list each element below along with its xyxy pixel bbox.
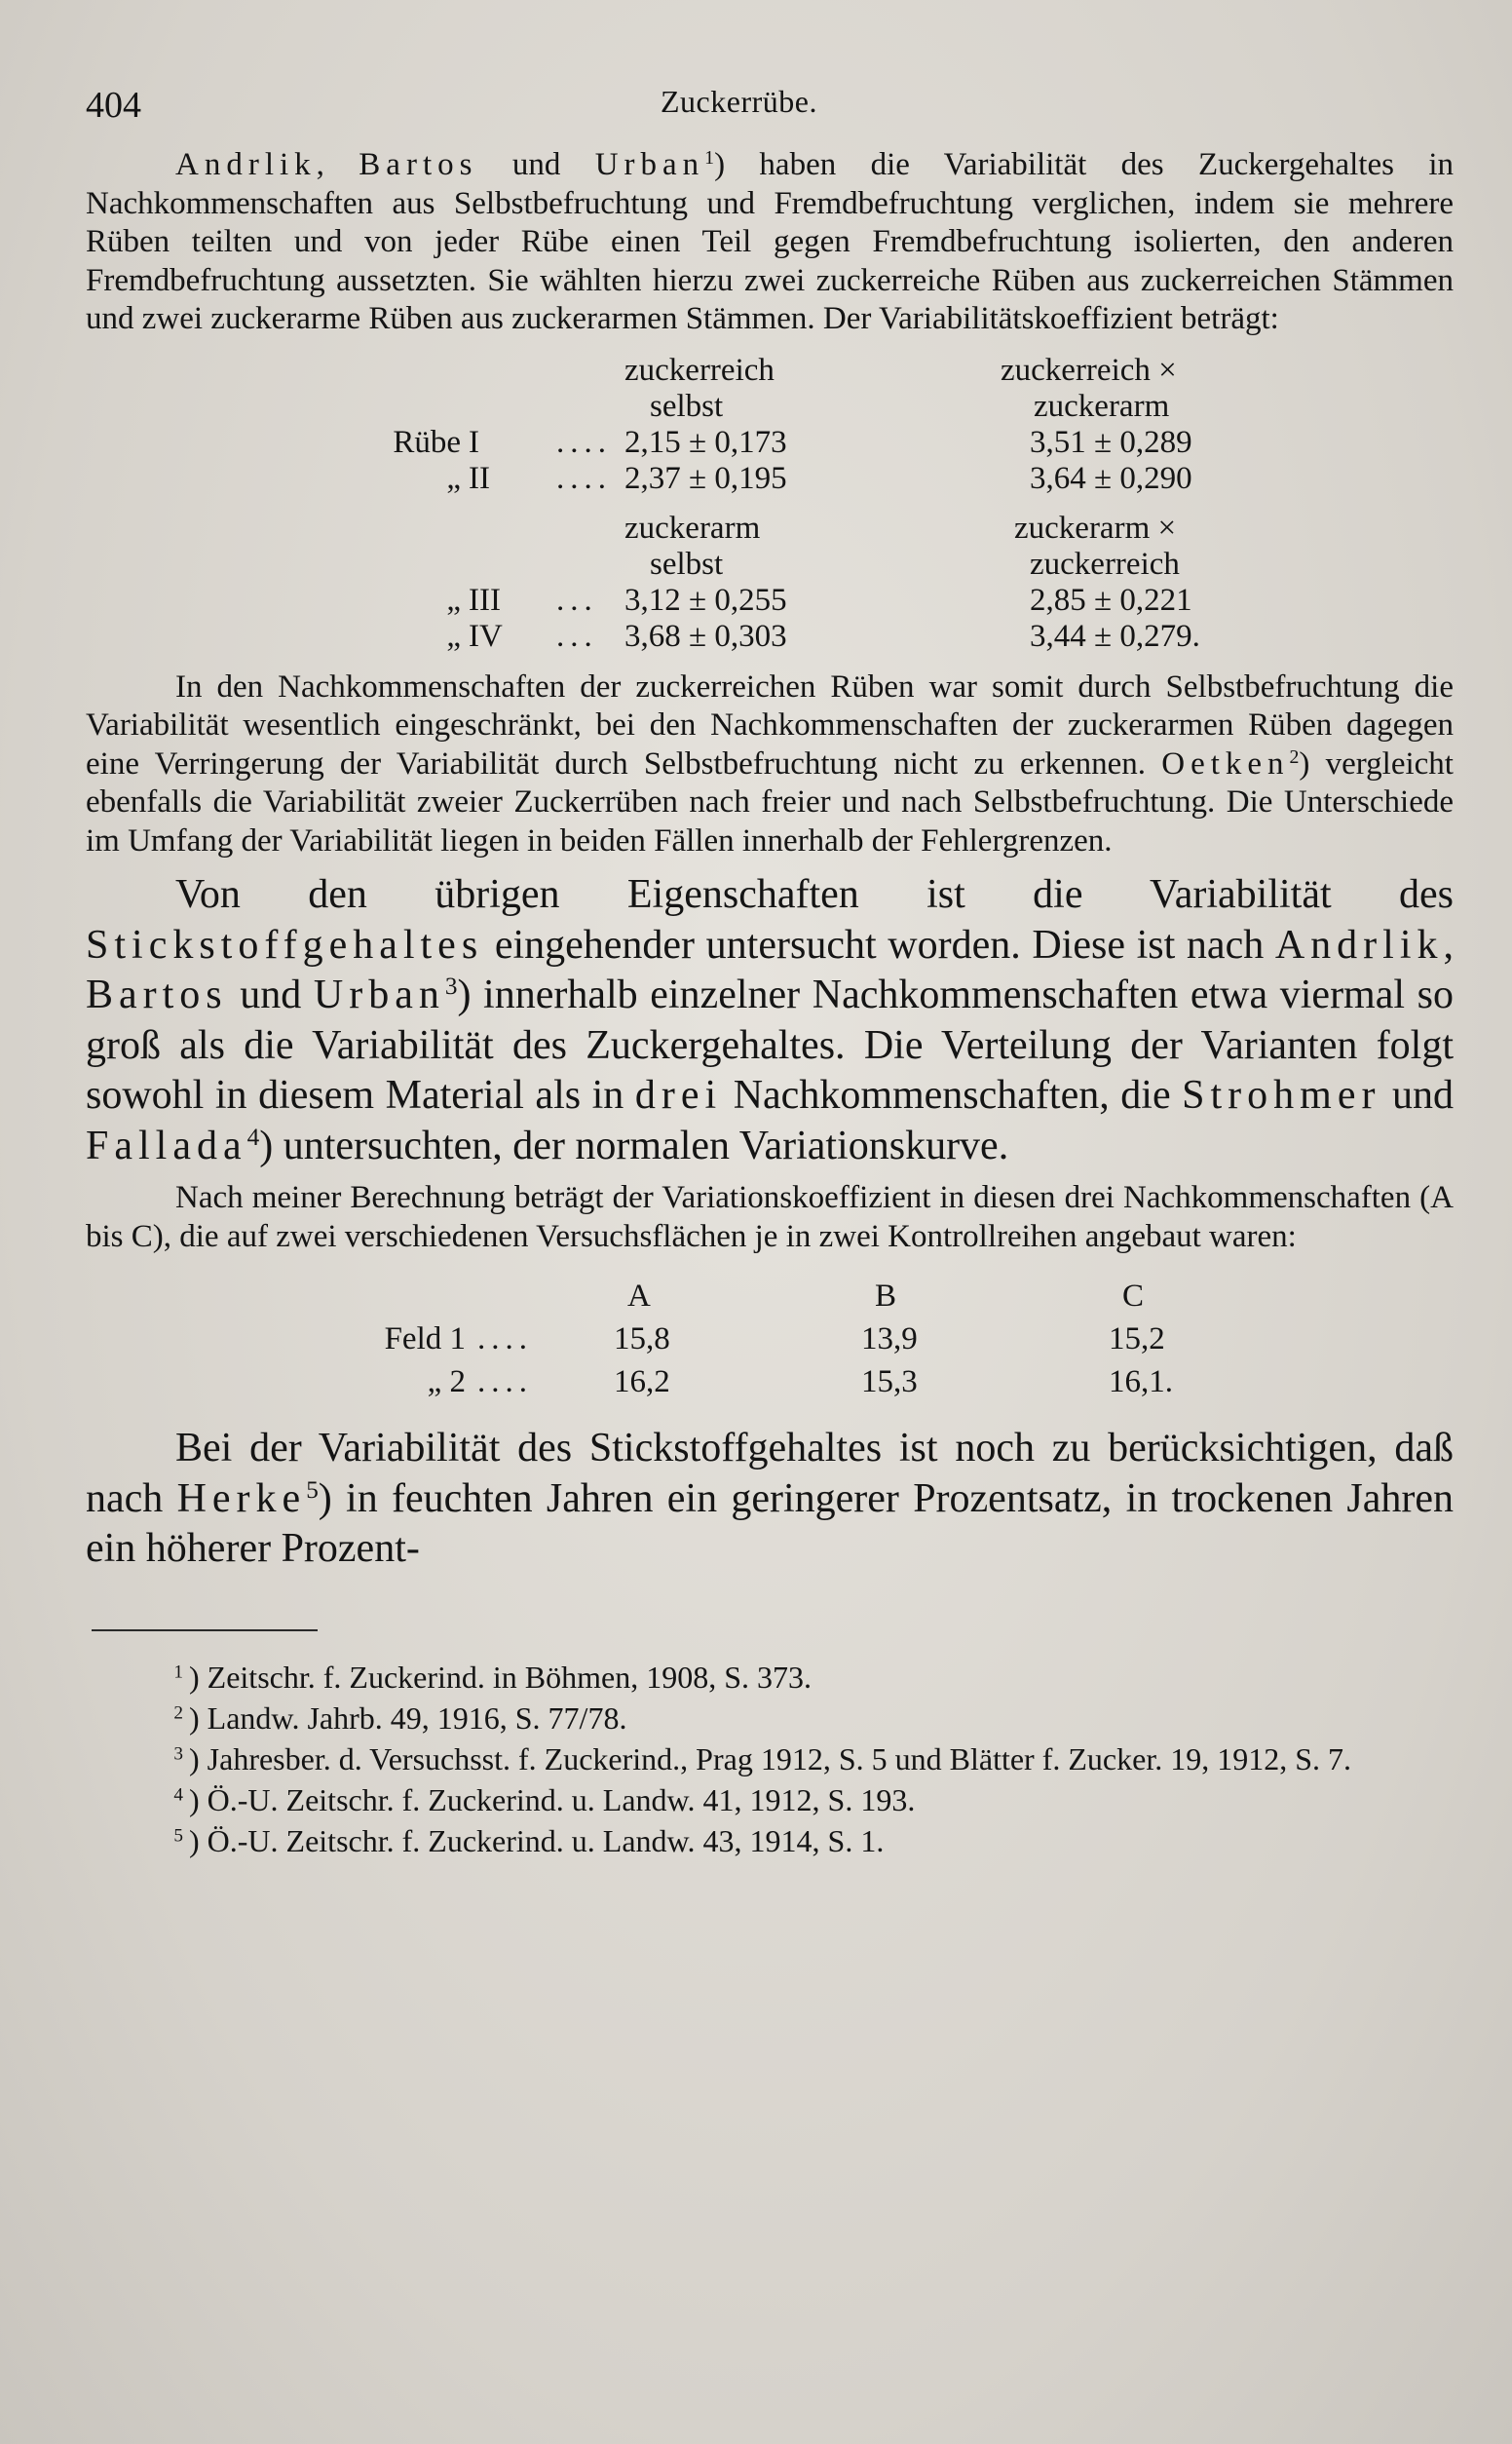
col-header: zuckerarm [1034,388,1170,424]
col-header: selbst [650,388,724,424]
table-row: Rübe I .... 2,15 ± 0,173 3,51 ± 0,289 [393,424,1192,460]
footnote-divider [92,1629,318,1631]
variability-table [305,353,1326,655]
running-head: Zuckerrübe. [661,84,817,119]
footnote: $^5$ ) Ö.-U. Zeitschr. f. Zuckerind. u. Landw. 43, 1914, S. 1. [173,1822,885,1858]
emphasis: Stickstoffgehaltes [86,922,484,968]
paragraph-calculation: Nach meiner Berechnung beträgt der Variationskoeffizient in diesen drei Nachkommenschaften (A bis C), die auf zwei verschiedenen Versuchsflächen je in zwei Kontrollreihen angebaut waren: [86,1180,1454,1254]
paragraph-herke: Bei der Variabilität des Stickstoffgehaltes ist noch zu berücksichtigen, daß nach Herke$^5$) in feuchten Jahren ein geringerer Prozentsatz, in trockenen Jahren ein höherer Prozent- [86,1426,1454,1571]
footnote: $^4$ ) Ö.-U. Zeitschr. f. Zuckerind. u. Landw. 41, 1912, S. 193. [173,1781,916,1817]
col-header: selbst [650,546,724,582]
col-header: C [1122,1279,1145,1314]
footnote-ref: 5 [306,1476,319,1504]
col-header: zuckerarm [624,510,761,546]
footnote: $^2$ ) Landw. Jahrb. 49, 1916, S. 77/78. [173,1699,627,1736]
emphasis: drei [634,1073,723,1118]
footnote-ref: 1 [704,147,715,170]
author-name: Urban [594,147,705,182]
col-header: zuckerreich [624,352,775,388]
paragraph-sugar-variability: Andrlik, Bartos und Urban$^1$) haben die Variabilität des Zuckergehaltes in Nachkommenschaften aus Selbstbefruchtung und Fremdbefruchtung verglichen, indem sie mehrere Rüben teilten und von jeder Rübe einen Teil gegen Fremdbefruchtung isolierten, den anderen Fremdbefruchtung aussetzten. Sie wählten hierzu zwei zuckerreiche Rüben aus zuckerreichen Stämmen und zwei zuckerarme Rüben aus zuckerarmen Stämmen. Der Variabilitätskoeffizient beträgt: [86,147,1455,336]
col-header: zuckerarm × [1014,510,1177,546]
author-name: Andrlik [1274,922,1444,968]
author-name: Urban [313,973,445,1017]
author-name: Andrlik [175,147,317,182]
author-name: Fallada [86,1123,247,1168]
col-header: zuckerreich × [1001,352,1177,388]
table-row: „ IV ... 3,68 ± 0,303 3,44 ± 0,279. [446,618,1200,654]
author-name: Bartos [359,147,478,182]
footnotes [86,1657,1454,1861]
author-name: Bartos [86,973,228,1017]
table-row: „ II .... 2,37 ± 0,195 3,64 ± 0,290 [446,460,1192,496]
author-name: Strohmer [1182,1073,1381,1118]
author-name: Oetken [1161,745,1290,782]
footnote-ref: 3 [444,974,458,1001]
coefficient-table [349,1272,1356,1400]
footnote-ref: 2 [1289,745,1300,768]
page-number: 404 [86,85,141,126]
footnote: $^3$ ) Jahresber. d. Versuchsst. f. Zuckerind., Prag 1912, S. 5 und Blätter f. Zucker. 19, 1912, S. 7. [173,1740,1351,1776]
table-row: „ III ... 3,12 ± 0,255 2,85 ± 0,221 [446,582,1192,618]
author-name: Herke [176,1475,307,1521]
paragraph-selfing-result: In den Nachkommenschaften der zuckerreichen Rüben war somit durch Selbstbefruchtung die Variabilität wesentlich eingeschränkt, bei den Nachkommenschaften der zuckerarmen Rüben dagegen eine Verringerung der Variabilität durch Selbstbefruchtung nicht zu erkennen. Oetken$^2$) vergleicht ebenfalls die Variabilität zweier Zuckerrüben nach freier und nach Selbstbefruchtung. Die Unterschiede im Umfang der Variabilität liegen in beiden Fällen innerhalb der Fehlergrenzen. [86,668,1454,859]
page-header [86,78,1454,136]
col-header: A [627,1279,651,1314]
footnote-ref: 4 [246,1124,260,1151]
table-row: Feld 1 .... 15,8 13,9 15,2 [384,1321,1165,1356]
col-header: B [875,1279,897,1314]
footnote: $^1$ ) Zeitschr. f. Zuckerind. in Böhmen, 1908, S. 373. [173,1659,813,1695]
table-row: „ 2 .... 16,2 15,3 16,1. [427,1364,1173,1399]
paragraph-nitrogen: Von den übrigen Eigenschaften ist die Variabilität des Stickstoffgehaltes eingehender untersucht worden. Diese ist nach Andrlik, Bartos und Urban$^3$) innerhalb einzelner Nachkommenschaften etwa viermal so groß als die Variabilität des Zuckergehaltes. Die Verteilung der Varianten folgt sowohl in diesem Material als in drei Nachkommenschaften, die Strohmer und Fallada$^4$) untersuchten, der normalen Variationskurve. [86,872,1454,1168]
col-header: zuckerreich [1030,546,1180,582]
